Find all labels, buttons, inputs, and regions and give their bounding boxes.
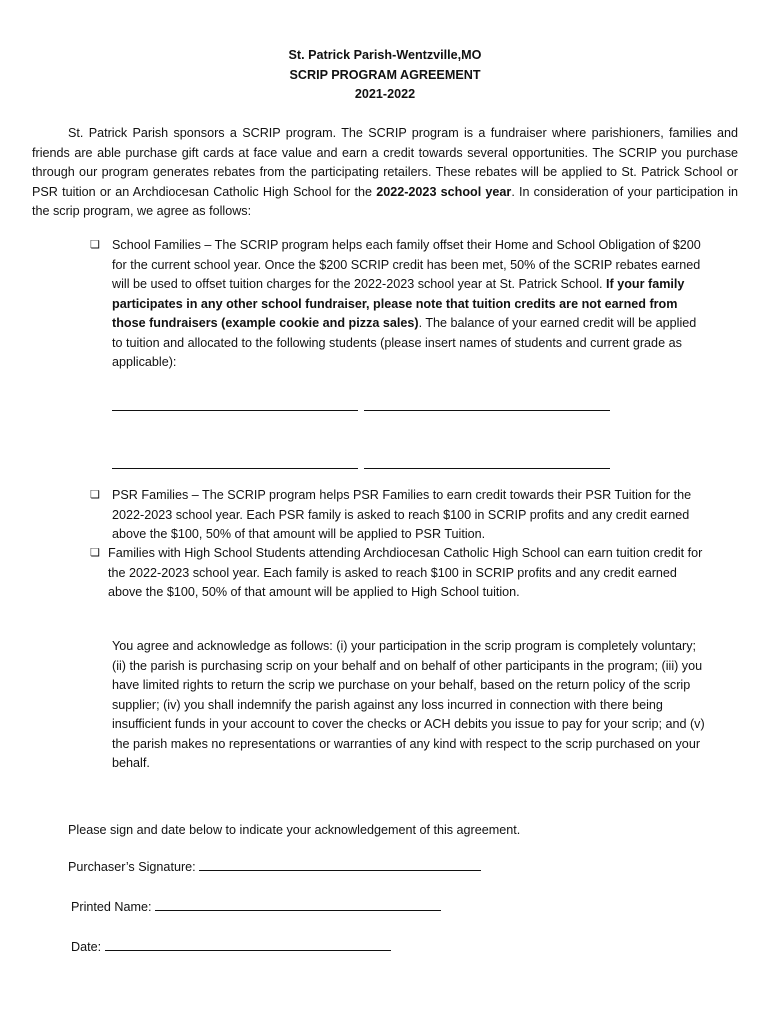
- list-item-high-school-families: [90, 544, 706, 603]
- list-item-school-families: [90, 236, 706, 373]
- purchaser-signature-row: [68, 858, 481, 874]
- agreement-title: SCRIP PROGRAM AGREEMENT: [289, 67, 481, 82]
- student-name-field[interactable]: [364, 456, 610, 469]
- signature-instructions: Please sign and date below to indicate your acknowledgement of this agreement.: [68, 823, 521, 837]
- intro-text-a: St. Patrick Parish sponsors a SCRIP program. The SCRIP program is a fundraiser where parishioners, families and friends are able purchase gift cards at face value and earn a credit towards several opportunities. The SCRIP you purchase through our program generates rebates from the participating retailers. These rebates will be applied to St. Patrick School or PSR tuition or an Archdiocesan Catholic High School for the: [32, 126, 738, 199]
- student-name-field[interactable]: [112, 456, 358, 469]
- checkbox-bullet-icon: ❏: [90, 239, 100, 251]
- psr-families-text: PSR Families – The SCRIP program helps PSR Families to earn credit towards their PSR Tuition for the 2022-2023 school year. Each PSR family is asked to reach $100 in SCRIP profits and any credit earned above the $100, 50% of that amount will be applied to PSR Tuition.: [112, 488, 692, 541]
- checkbox-bullet-icon: ❏: [90, 547, 100, 559]
- school-families-text-a: School Families – The SCRIP program helps each family offset their Home and School Obligation of $200 for the current school year. Once the $200 SCRIP credit has been met, 50% of the SCRIP rebates earned will be used to offset tuition charges for the 2022-2023 school year at St. Patrick School.: [112, 238, 701, 291]
- school-families-text-bold: If your family participates in any other school fundraiser, please note that tuition credits are not earned from those fundraisers (example cookie and pizza sales): [112, 277, 685, 330]
- intro-text-b: . In consideration of your participation in the scrip program, we agree as follows:: [32, 184, 739, 218]
- program-year: 2021-2022: [354, 87, 416, 101]
- list-item-psr-families: [90, 486, 706, 545]
- intro-text-bold: 2022-2023 school year: [376, 184, 512, 199]
- date-label: Date:: [71, 940, 102, 954]
- acknowledgement-paragraph: You agree and acknowledge as follows: (i) your participation in the scrip program is completely voluntary; (ii) the parish is purchasing scrip on your behalf and on behalf of other participants in the program; (iii) you have limited rights to return the scrip we purchase on your behalf, based on the return policy of the scrip supplier; (iv) you shall indemnify the parish against any loss incurred in connection with there being insufficient funds in your account to cover the checks or ACH debits you issue to pay for your scrip; and (v) the parish makes no representations or warranties of any kind with respect to the scrip purchased on your behalf.: [112, 639, 705, 770]
- printed-name-row: [71, 898, 441, 914]
- school-families-text: [112, 236, 706, 373]
- intro-paragraph: [32, 124, 738, 222]
- printed-name-field[interactable]: [155, 898, 441, 911]
- student-name-lines-1: [112, 398, 612, 414]
- purchaser-signature-label: Purchaser’s Signature:: [68, 860, 196, 874]
- purchaser-signature-field[interactable]: [199, 858, 481, 871]
- document-header: [0, 46, 770, 105]
- date-row: [71, 938, 391, 954]
- student-name-lines-2: [112, 456, 612, 472]
- school-families-text-b: . The balance of your earned credit will be applied to tuition and allocated to the following students (please insert names of students and current grade as applicable):: [112, 316, 697, 369]
- high-school-families-text: Families with High School Students attending Archdiocesan Catholic High School can earn tuition credit for the 2022-2023 school year. Each family is asked to reach $100 in SCRIP profits and any credit earned above the $100, 50% of that amount will be applied to High School tuition.: [108, 546, 703, 599]
- checkbox-bullet-icon: ❏: [90, 489, 100, 501]
- student-name-field[interactable]: [364, 398, 610, 411]
- student-name-field[interactable]: [112, 398, 358, 411]
- date-field[interactable]: [105, 938, 391, 951]
- printed-name-label: Printed Name:: [71, 900, 152, 914]
- parish-title: St. Patrick Parish-Wentzville,MO: [288, 48, 482, 62]
